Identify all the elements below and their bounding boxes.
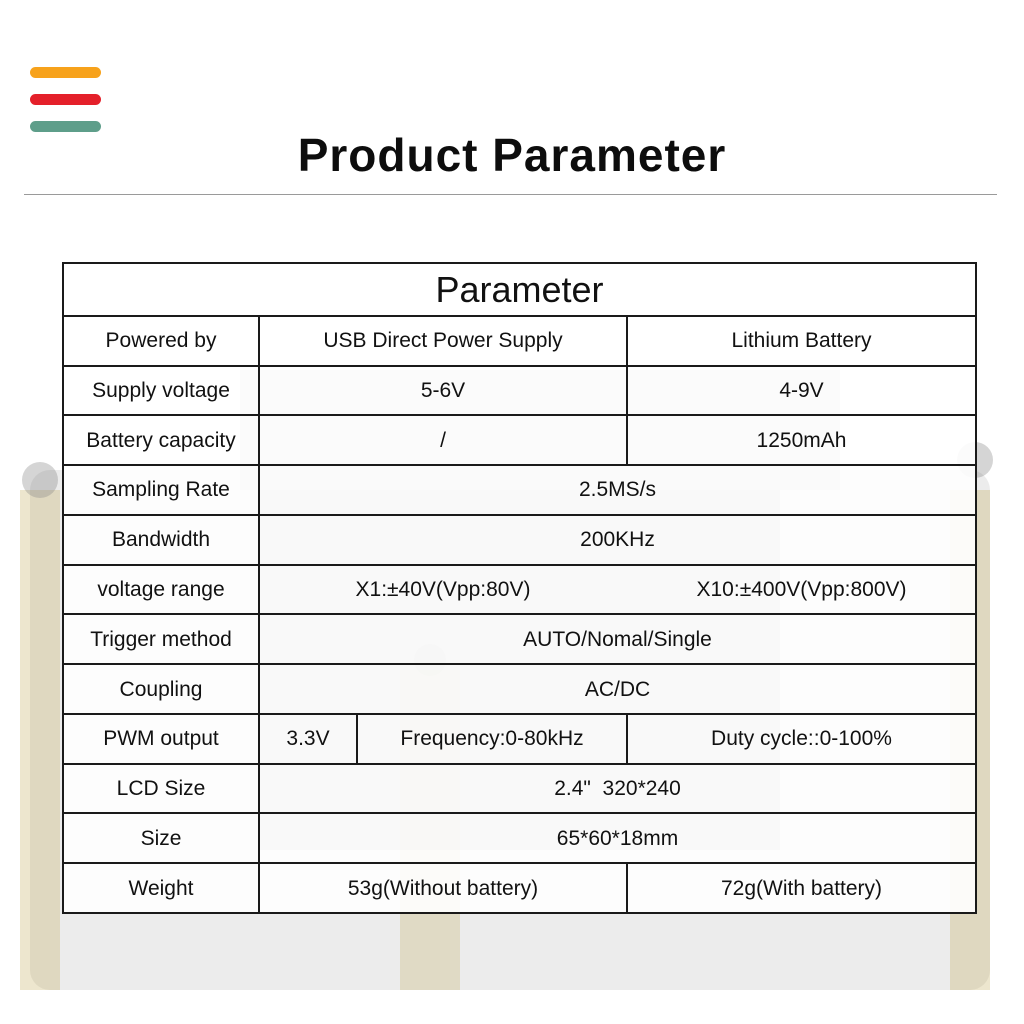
- cell-usb-capacity: /: [259, 415, 627, 465]
- row-label-trigger-method: Trigger method: [63, 614, 259, 664]
- cell-pwm-duty: Duty cycle::0-100%: [627, 714, 976, 764]
- cell-battery-voltage: 4-9V: [627, 366, 976, 416]
- cell-weight-with-battery: 72g(With battery): [627, 863, 976, 913]
- table-row: [63, 316, 976, 366]
- cell-sampling-rate: 2.5MS/s: [259, 465, 976, 515]
- row-label-weight: Weight: [63, 863, 259, 913]
- row-label-voltage-range: voltage range: [63, 565, 259, 615]
- cell-pwm-frequency: Frequency:0-80kHz: [357, 714, 627, 764]
- table-row: [63, 714, 976, 764]
- table-row: [63, 366, 976, 416]
- cell-battery-capacity: 1250mAh: [627, 415, 976, 465]
- cell-usb-power: USB Direct Power Supply: [259, 316, 627, 366]
- table-row: [63, 764, 976, 814]
- cell-voltage-x10: X10:±400V(Vpp:800V): [627, 565, 976, 615]
- table-row: [63, 465, 976, 515]
- row-label-bandwidth: Bandwidth: [63, 515, 259, 565]
- cell-size: 65*60*18mm: [259, 813, 976, 863]
- decor-bar-red: [30, 94, 101, 105]
- cell-trigger-method: AUTO/Nomal/Single: [259, 614, 976, 664]
- table-header: Parameter: [63, 263, 976, 316]
- cell-lcd-size: 2.4" 320*240: [259, 764, 976, 814]
- row-label-coupling: Coupling: [63, 664, 259, 714]
- page-title: Product Parameter: [297, 129, 727, 181]
- row-label-battery-capacity: Battery capacity: [63, 415, 259, 465]
- row-label-size: Size: [63, 813, 259, 863]
- row-label-sampling-rate: Sampling Rate: [63, 465, 259, 515]
- row-label-lcd-size: LCD Size: [63, 764, 259, 814]
- table-row: [63, 813, 976, 863]
- table-row: [63, 415, 976, 465]
- row-label-powered-by: Powered by: [63, 316, 259, 366]
- table-row: [63, 515, 976, 565]
- cell-coupling: AC/DC: [259, 664, 976, 714]
- cell-battery-power: Lithium Battery: [627, 316, 976, 366]
- cell-pwm-voltage: 3.3V: [259, 714, 357, 764]
- title-divider: [24, 194, 997, 195]
- parameter-table: [62, 262, 977, 914]
- cell-weight-without-battery: 53g(Without battery): [259, 863, 627, 913]
- table-row: [63, 614, 976, 664]
- decor-bar-orange: [30, 67, 101, 78]
- table-row: [63, 565, 976, 615]
- table-row: [63, 664, 976, 714]
- row-label-supply-voltage: Supply voltage: [63, 366, 259, 416]
- cell-bandwidth: 200KHz: [259, 515, 976, 565]
- cell-voltage-x1: X1:±40V(Vpp:80V): [259, 565, 627, 615]
- row-label-pwm-output: PWM output: [63, 714, 259, 764]
- table-row: [63, 863, 976, 913]
- cell-usb-voltage: 5-6V: [259, 366, 627, 416]
